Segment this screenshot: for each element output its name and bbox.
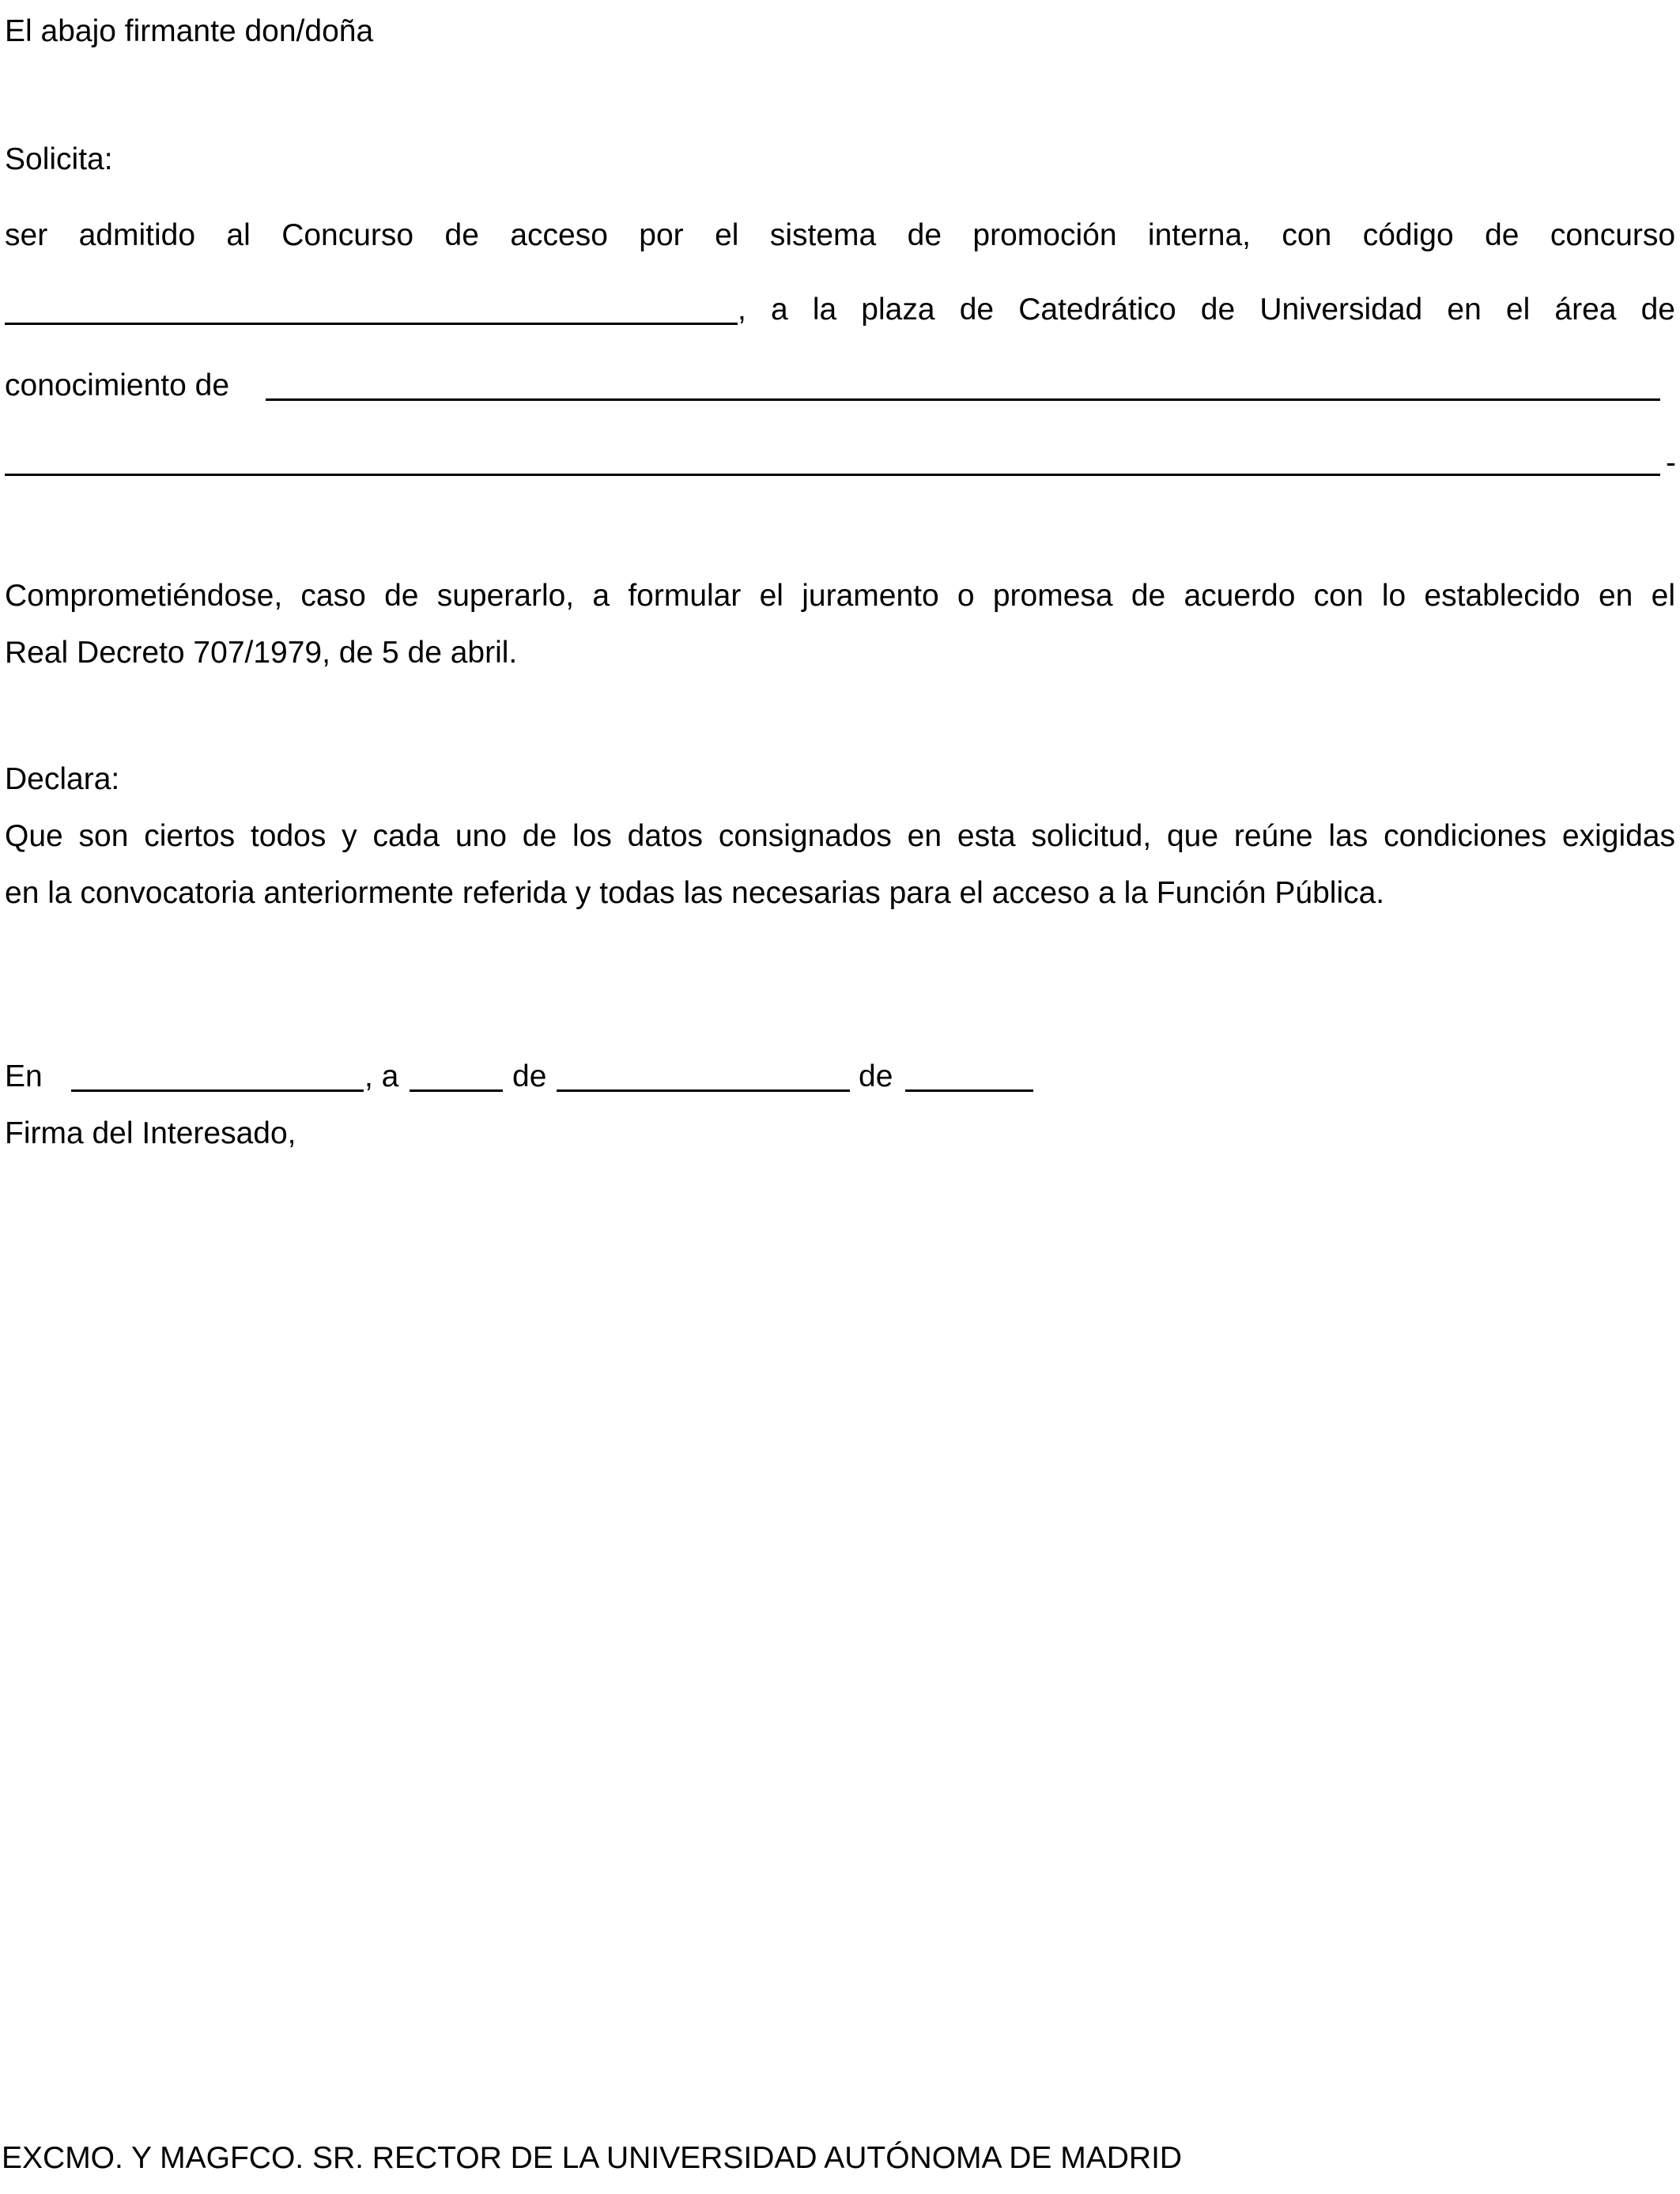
commitment-line-2: Real Decreto 707/1979, de 5 de abril. — [5, 636, 518, 670]
request-word: interna, — [1147, 218, 1252, 252]
request-word: admitido — [78, 218, 196, 252]
knowledge-area-continuation-field[interactable] — [5, 474, 1660, 476]
request-word: al — [226, 218, 251, 252]
date-en-label: En — [5, 1059, 43, 1093]
request-word: Concurso — [281, 218, 414, 252]
request-word: el — [715, 218, 739, 252]
solicita-heading: Solicita: — [5, 142, 113, 176]
request-word: acceso — [510, 218, 608, 252]
request-word: con — [1282, 218, 1332, 252]
request-word: por — [639, 218, 684, 252]
declaration-line-2: en la convocatoria anteriormente referida y todas las necesarias para el acceso a la Función Pública. — [5, 876, 1385, 910]
request-line-1 — [5, 220, 1675, 251]
signature-label: Firma del Interesado, — [5, 1116, 296, 1150]
date-de-label-1: de — [512, 1059, 547, 1093]
addressee: EXCMO. Y MAGFCO. SR. RECTOR DE LA UNIVERSIDAD AUTÓNOMA DE MADRID — [2, 2141, 1183, 2175]
knowledge-area-field[interactable] — [266, 398, 1660, 401]
day-field[interactable] — [410, 1089, 503, 1092]
place-field[interactable] — [71, 1089, 364, 1092]
declaration-line-1: Que son ciertos todos y cada uno de los datos consignados en esta solicitud, que reúne las condiciones exigidas — [5, 819, 1675, 853]
request-word: sistema — [769, 218, 877, 252]
contest-code-field[interactable] — [5, 323, 738, 325]
signer-label: El abajo firmante don/doña — [5, 14, 374, 48]
request-word: de — [907, 218, 942, 252]
request-line-2: , a la plaza de Catedrático de Universidad en el área de — [738, 293, 1675, 327]
date-de-label-2: de — [859, 1059, 893, 1093]
request-word: promoción — [972, 218, 1117, 252]
request-word: ser — [5, 218, 48, 252]
declara-heading: Declara: — [5, 762, 120, 796]
year-field[interactable] — [905, 1089, 1033, 1092]
knowledge-label: conocimiento de — [5, 368, 230, 402]
request-word: de — [1485, 218, 1520, 252]
month-field[interactable] — [557, 1089, 850, 1092]
commitment-line-1: Comprometiéndose, caso de superarlo, a formular el juramento o promesa de acuerdo con lo establecido en el — [5, 579, 1675, 613]
date-a-label: , a — [364, 1059, 399, 1093]
request-word: código — [1362, 218, 1454, 252]
request-word: concurso — [1550, 218, 1676, 252]
request-word: de — [444, 218, 479, 252]
line-end-dash: - — [1666, 446, 1676, 480]
